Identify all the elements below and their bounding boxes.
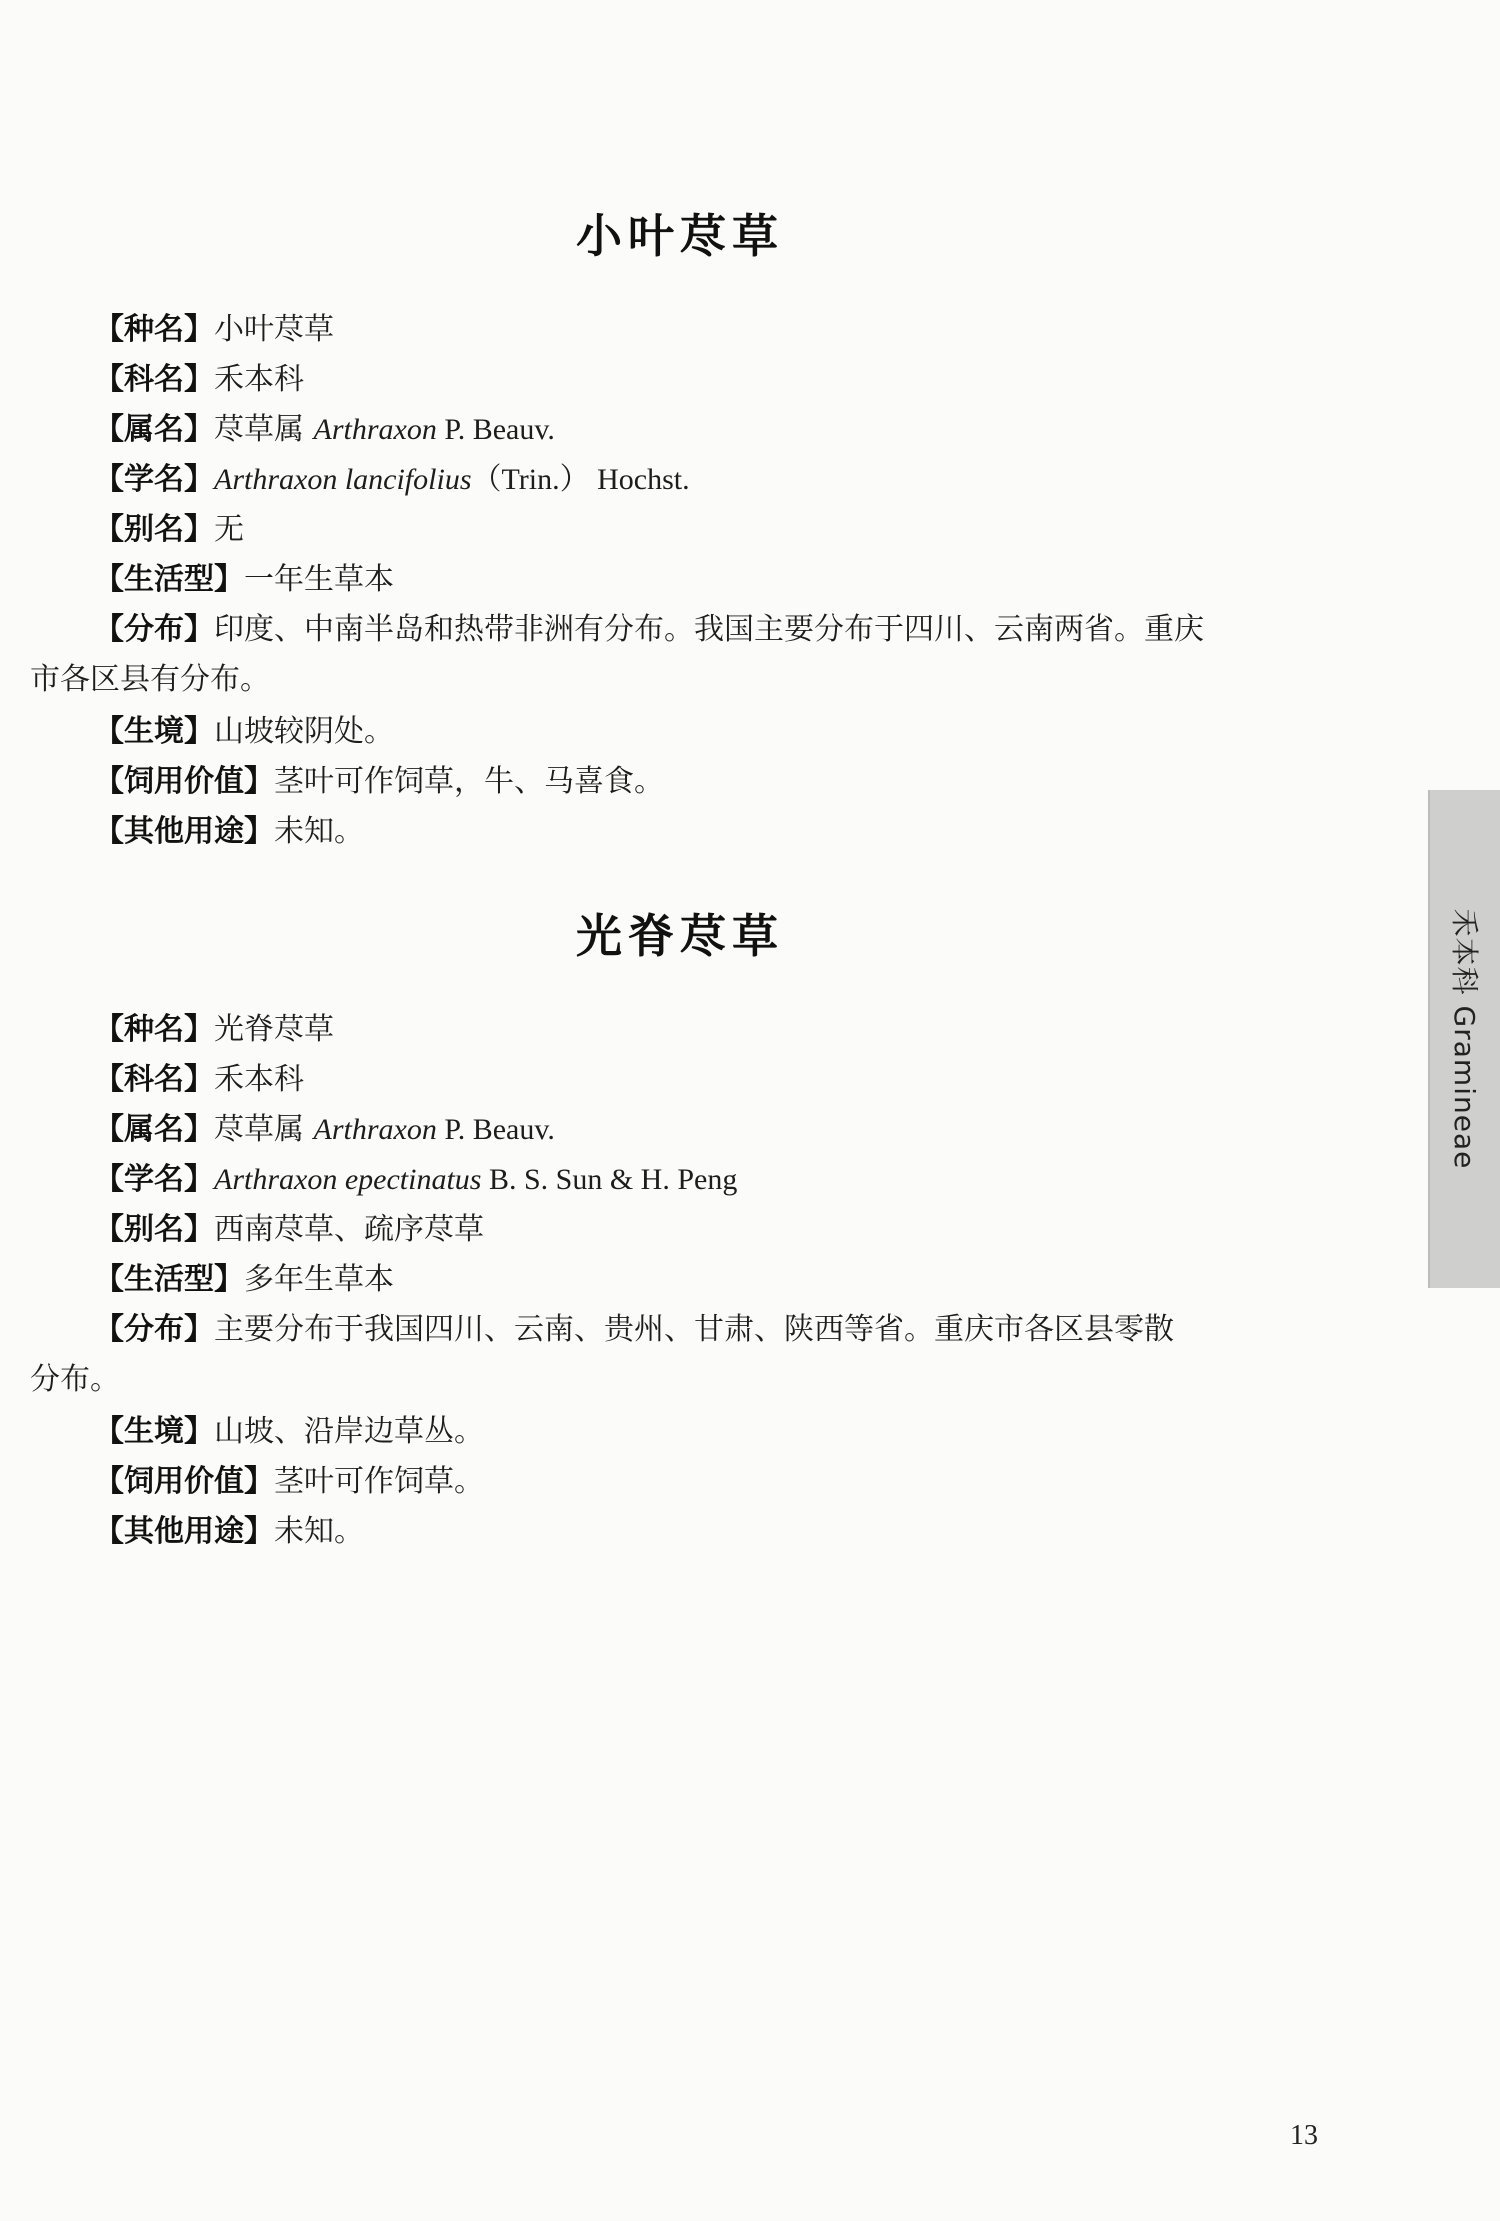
field-value: 印度、中南半岛和热带非洲有分布。我国主要分布于四川、云南两省。重庆 bbox=[214, 612, 1204, 647]
field-value: 小叶荩草 bbox=[214, 312, 334, 347]
page-number: 13 bbox=[1290, 2120, 1318, 2151]
field-label: 【别名】 bbox=[94, 1212, 214, 1247]
field-value: 未知。 bbox=[274, 814, 364, 849]
field-value: 茎叶可作饲草，牛、马喜食。 bbox=[274, 764, 664, 799]
field-scientific-name bbox=[94, 460, 690, 500]
field-value-latin bbox=[214, 1163, 737, 1196]
field-value: 一年生草本 bbox=[244, 562, 394, 597]
field-value: 山坡较阴处。 bbox=[214, 714, 394, 749]
field-value: 西南荩草、疏序荩草 bbox=[214, 1212, 484, 1247]
field-label: 【属名】 bbox=[94, 412, 214, 447]
field-forage-value bbox=[94, 762, 664, 802]
latin-author: （Trin.） Hochst. bbox=[471, 463, 690, 496]
field-label: 【种名】 bbox=[94, 1012, 214, 1047]
field-scientific-name bbox=[94, 1160, 737, 1200]
field-value: 禾本科 bbox=[214, 1062, 304, 1097]
field-habitat bbox=[94, 1412, 484, 1452]
field-label: 【属名】 bbox=[94, 1112, 214, 1147]
side-tab-label: 禾本科 Gramineae bbox=[1448, 908, 1481, 1170]
field-label: 【生境】 bbox=[94, 714, 214, 749]
field-forage-value bbox=[94, 1462, 484, 1502]
field-label: 【其他用途】 bbox=[94, 814, 274, 849]
field-distribution-continued: 市各区县有分布。 bbox=[30, 662, 270, 697]
field-other-uses bbox=[94, 1512, 364, 1552]
field-label: 【分布】 bbox=[94, 1312, 214, 1347]
field-label: 【饲用价值】 bbox=[94, 1464, 274, 1499]
field-value: 主要分布于我国四川、云南、贵州、甘肃、陕西等省。重庆市各区县零散 bbox=[214, 1312, 1174, 1347]
field-alias bbox=[94, 510, 244, 550]
field-genus-name bbox=[94, 410, 555, 450]
field-habitat bbox=[94, 712, 394, 752]
field-distribution-continued: 分布。 bbox=[30, 1362, 120, 1397]
field-value: 山坡、沿岸边草丛。 bbox=[214, 1414, 484, 1449]
field-species-name bbox=[94, 1010, 334, 1050]
field-value: 茎叶可作饲草。 bbox=[274, 1464, 484, 1499]
latin-italic: Arthraxon bbox=[313, 413, 437, 446]
field-value: 无 bbox=[214, 512, 244, 547]
field-label: 【科名】 bbox=[94, 362, 214, 397]
latin-italic: Arthraxon lancifolius bbox=[214, 463, 472, 496]
field-distribution bbox=[94, 1310, 1174, 1350]
latin-author: B. S. Sun & H. Peng bbox=[481, 1163, 738, 1196]
field-value: 禾本科 bbox=[214, 362, 304, 397]
field-value-latin bbox=[314, 413, 555, 446]
field-value: 未知。 bbox=[274, 1514, 364, 1549]
field-label: 【生境】 bbox=[94, 1414, 214, 1449]
latin-italic: Arthraxon bbox=[313, 1113, 437, 1146]
field-family-name bbox=[94, 360, 304, 400]
field-species-name bbox=[94, 310, 334, 350]
field-value: 光脊荩草 bbox=[214, 1012, 334, 1047]
species-title-1: 小叶荩草 bbox=[576, 209, 784, 263]
latin-author: P. Beauv. bbox=[436, 413, 555, 446]
species-title-2: 光脊荩草 bbox=[576, 909, 784, 963]
field-label: 【学名】 bbox=[94, 1162, 214, 1197]
field-label: 【分布】 bbox=[94, 612, 214, 647]
field-distribution bbox=[94, 610, 1204, 650]
field-label: 【别名】 bbox=[94, 512, 214, 547]
latin-italic: Arthraxon epectinatus bbox=[214, 1163, 482, 1196]
field-value-latin bbox=[314, 1113, 555, 1146]
section-thumb-tab bbox=[1428, 790, 1500, 1288]
field-life-form bbox=[94, 560, 394, 600]
field-genus-name bbox=[94, 1110, 555, 1150]
field-label: 【其他用途】 bbox=[94, 1514, 274, 1549]
field-value: 荩草属 bbox=[214, 412, 314, 447]
field-value-latin bbox=[214, 463, 690, 496]
field-label: 【科名】 bbox=[94, 1062, 214, 1097]
field-other-uses bbox=[94, 812, 364, 852]
field-label: 【生活型】 bbox=[94, 562, 244, 597]
field-family-name bbox=[94, 1060, 304, 1100]
field-label: 【饲用价值】 bbox=[94, 764, 274, 799]
field-value: 多年生草本 bbox=[244, 1262, 394, 1297]
field-label: 【学名】 bbox=[94, 462, 214, 497]
field-life-form bbox=[94, 1260, 394, 1300]
field-label: 【种名】 bbox=[94, 312, 214, 347]
latin-author: P. Beauv. bbox=[436, 1113, 555, 1146]
field-alias bbox=[94, 1210, 484, 1250]
field-value: 荩草属 bbox=[214, 1112, 314, 1147]
field-label: 【生活型】 bbox=[94, 1262, 244, 1297]
